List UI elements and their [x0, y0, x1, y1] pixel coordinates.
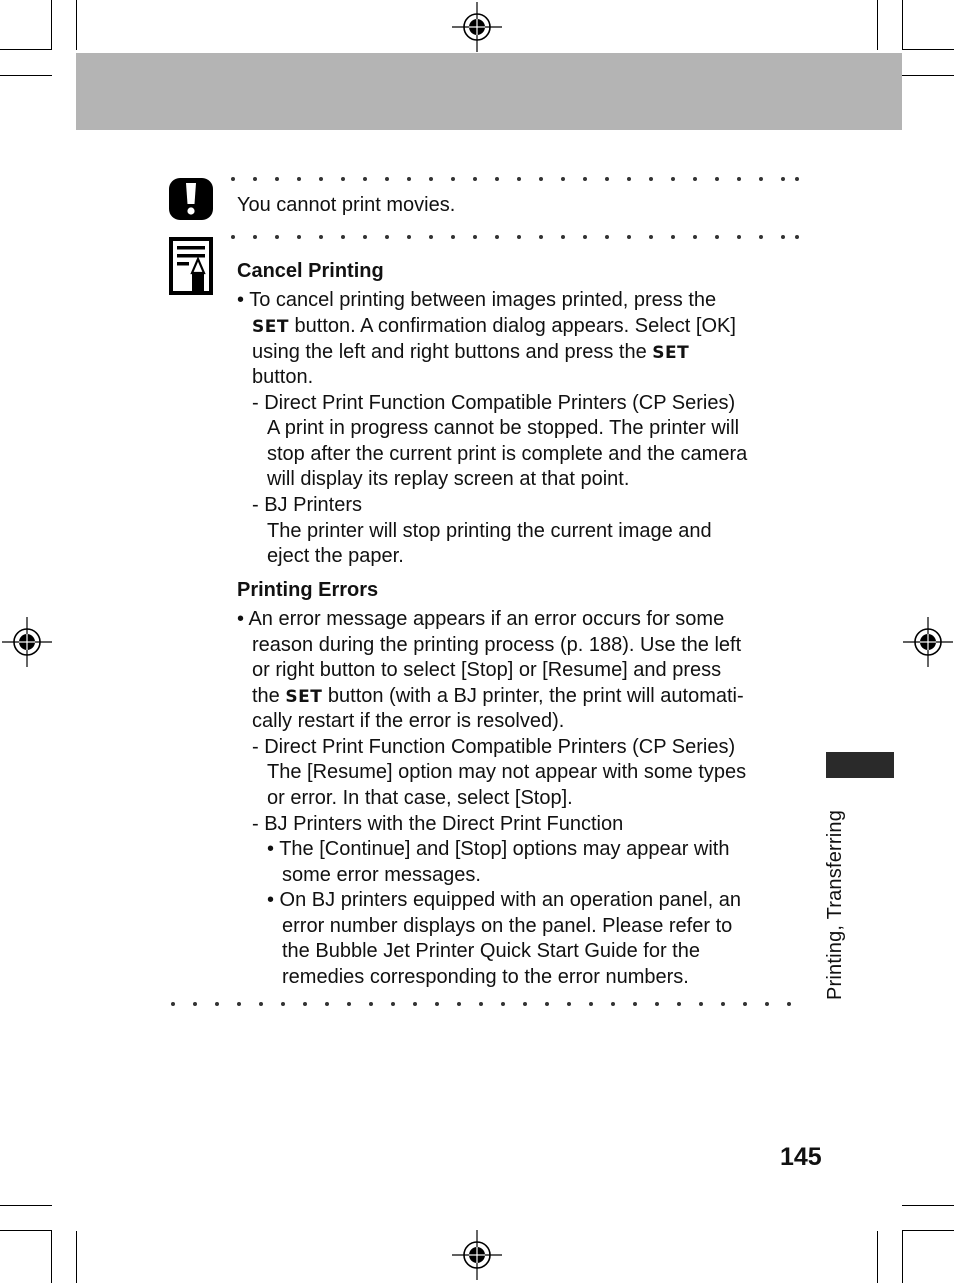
body-line: stop after the current print is complete and the camera	[267, 443, 748, 465]
body-line: - BJ Printers with the Direct Print Function	[252, 813, 624, 835]
body-line: eject the paper.	[267, 545, 404, 567]
body-line: • The [Continue] and [Stop] options may appear with	[267, 838, 730, 860]
body-line: • To cancel printing between images printed, press the	[237, 289, 717, 311]
body-line: the SET button (with a BJ printer, the print will automati-	[252, 685, 744, 707]
crop-mark	[902, 1230, 954, 1231]
body-line: The [Resume] option may not appear with some types	[267, 761, 747, 783]
crop-mark	[902, 1205, 954, 1206]
body-line: • An error message appears if an error occurs for some	[237, 608, 725, 630]
body-line: reason during the printing process (p. 188). Use the left	[252, 634, 742, 656]
memo-icon	[169, 237, 215, 296]
body-line: - Direct Print Function Compatible Printers (CP Series)	[252, 392, 736, 414]
body-line: or right button to select [Stop] or [Resume] and press	[252, 659, 722, 681]
set-key-icon: SET	[652, 343, 690, 363]
dotted-separator	[0, 233, 954, 241]
section-heading: Cancel Printing	[237, 260, 384, 282]
body-line: button.	[252, 366, 314, 388]
dotted-separator	[0, 1000, 954, 1008]
body-line: some error messages.	[282, 864, 481, 886]
crop-mark	[902, 49, 954, 50]
crop-mark	[0, 49, 52, 50]
crop-mark	[902, 75, 954, 76]
caution-icon	[168, 177, 214, 221]
caution-text: You cannot print movies.	[237, 194, 456, 216]
body-line: remedies corresponding to the error numbers.	[282, 966, 689, 988]
section-tab	[826, 752, 894, 778]
crop-mark	[0, 1230, 52, 1231]
page-number: 145	[780, 1143, 822, 1171]
crop-mark	[76, 1231, 77, 1283]
section-label: Printing, Transferring	[824, 809, 846, 1000]
registration-mark-icon	[452, 1230, 502, 1280]
crop-mark	[51, 1231, 52, 1283]
body-line: The printer will stop printing the current image and	[267, 520, 712, 542]
crop-mark	[0, 75, 52, 76]
crop-mark	[877, 0, 878, 50]
header-band	[76, 53, 902, 130]
crop-mark	[902, 0, 903, 50]
body-line: - BJ Printers	[252, 494, 363, 516]
set-key-icon: SET	[285, 687, 323, 707]
crop-mark	[51, 0, 52, 50]
crop-mark	[877, 1231, 878, 1283]
body-line: error number displays on the panel. Please refer to	[282, 915, 733, 937]
crop-mark	[902, 1231, 903, 1283]
body-line: the Bubble Jet Printer Quick Start Guide for the	[282, 940, 700, 962]
section-heading: Printing Errors	[237, 579, 379, 601]
body-line: will display its replay screen at that point.	[267, 468, 630, 490]
dotted-separator	[0, 175, 954, 183]
body-line: or error. In that case, select [Stop].	[267, 787, 573, 809]
body-line: SET button. A confirmation dialog appears. Select [OK]	[252, 315, 736, 337]
body-line: using the left and right buttons and press the SET	[252, 341, 690, 363]
body-line: A print in progress cannot be stopped. The printer will	[267, 417, 740, 439]
body-line: cally restart if the error is resolved).	[252, 710, 565, 732]
set-key-icon: SET	[252, 317, 289, 337]
registration-mark-icon	[2, 617, 52, 667]
crop-mark	[76, 0, 77, 50]
crop-mark	[0, 1205, 52, 1206]
registration-mark-icon	[903, 617, 953, 667]
registration-mark-icon	[452, 2, 502, 52]
body-line: • On BJ printers equipped with an operation panel, an	[267, 889, 741, 911]
body-line: - Direct Print Function Compatible Printers (CP Series)	[252, 736, 736, 758]
